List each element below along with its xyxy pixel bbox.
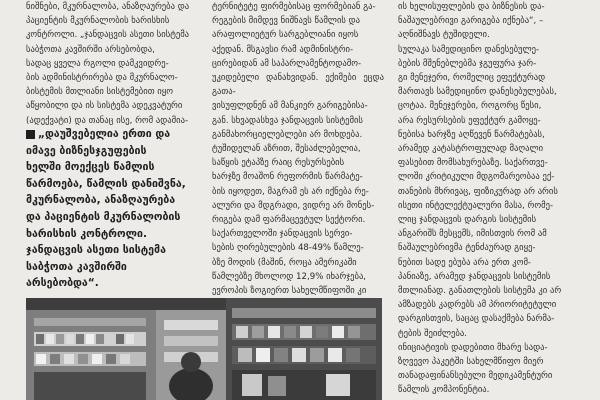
article-line: ნიშნები, მკურნალობა, ანაზღაურება და [26,2,190,12]
article-line: არამედ კატასტროფულად მაღალი [398,144,544,155]
article-line: ბების მშენებლებმა ჯგუფურა ჯარ- [398,58,537,69]
article-column-left [26,0,198,128]
pull-quote-line: ხარისხის კონტროლი. [26,227,147,240]
article-line: საწყის ეტაპზე რაიც რესურსების [212,158,345,169]
square-bullet-icon [26,130,35,139]
pull-quote-line: წარმოება, წამლის დანიშვნა, [26,177,186,190]
article-line: ლოში კრიტიკული მდგომარეობაა ექ- [398,172,555,183]
article-line: ამზადებს კადრებს ამ პრიორიტეტული [398,300,557,311]
article-line: განმახორციელებლები არ მოხდება. [212,129,363,140]
article-line: რეგების მიმდევ ნიშნავს წამლის და [212,16,361,27]
pull-quote-line: იმავე ბიზნესჯგუფების [26,144,147,157]
article-line: ლიც ჯანდაცვის დარგის სისტემის [398,215,537,226]
article-line: სადაც ყველა რგოლი დამკვიდრე- [26,58,169,69]
pull-quote [26,126,202,292]
article-line: არაფოლიეტურ სარგებლიანი იყოს [212,30,359,41]
article-line: თანების მხრივაც, ფიზიკურად არ არის [398,186,558,197]
article-line: ბზე მოდის (მაშინ, როცა ამერიკაში [212,257,357,268]
article-line: უკიდებელი დანახვიდან. ექიმები ეცდა გათა- [212,73,384,98]
article-line: პანიაზე, არამედ ჯანდაცვის სისტემის [398,271,551,282]
article-line: დარგისთვის, საცაც დასაქმება ნარმა- [398,314,555,325]
article-line: ზღვევო პაკეტში სახელმწიფო მიერ [398,357,544,368]
article-line: საბჭოთა კავშირში არსებობდა, [26,44,155,55]
article-line: ნებისა ხარჯზე აღწევენ წარმატებას, [398,129,545,140]
article-line: სების ღირებულების 48-49% წამლე- [212,243,364,254]
article-line: კონტროლი. „ჯანდაცვის ასეთი სისტემა [26,30,190,41]
article-column-right [398,0,574,398]
pull-quote-line: მკურნალობა, ანაზღაურება [26,194,176,207]
article-column-middle [212,0,384,312]
pull-quote-line: საბჭოთა კავშირში [26,260,127,273]
article-line: ტების შეიძლება. [398,328,467,339]
article-line: წამლებზე მხოლოდ 12,9% იხარჯება, [212,271,367,282]
pull-quote-line: და პაციენტის მკურნალობის [26,210,181,223]
pull-quote-line: „დაუშვებელია ერთი და [26,126,202,143]
article-line: ბისტემის მთლიანი სისტემებით იყო [26,87,173,98]
article-line: აღნიშნავს ტუშიდელი. [398,30,490,41]
article-line: ნაშაულებრივი გარიგება იქნება“, – [398,16,544,27]
article-line: ცირებიდან ამ საპარლამენტოდამო- [212,58,362,69]
article-line: (ადექვატი) და თანაც ისე, რომ ადამია- [26,115,189,126]
pull-quote-line: ჯანდაცვის ასეთი სისტემა [26,244,166,257]
article-line: ის ხელისუფლების და ბიზნესის და- [398,2,545,12]
pharmacy-photo [26,298,382,400]
article-line: ნაშაულებრივმა ტენძაურად გიყე- [398,243,536,254]
article-line: ხარჯზე მოაშონ რეფორმის წარმატე- [212,172,363,183]
article-line: პაციენტის მკურნალობის ხარისხის [26,16,170,27]
article-line: აწყობილი და ის სისტემა ადეკვატური [26,101,183,112]
article-line: საქართველოში ჯანდაცვის სერვი- [212,229,353,240]
article-line: ფასებით მომსახურებაზე. საქართვე- [398,158,548,169]
article-line: ცოტაა. მენეჯერები, როგორც წესი, [398,101,542,112]
article-line: ისეთი ინტელექტუალური მასა, რომე- [398,200,554,211]
article-line: წამლის კომპონენტია. [398,385,490,396]
article-line: მართავს სამედიცინო დანესებულებას, [398,87,557,98]
article-line: მთლიანად. განათლების სისტემა კი არ [398,286,562,297]
article-line: სულაკა სამედიცინო დანესებულე- [398,44,540,55]
article-line: ალური და მდგრადი, ვიდრე არ მონეს- [212,200,375,211]
article-line: ბის ადმინისტრირება და მკურნალო- [26,73,178,84]
article-line: ტუშიდელან აზრით, შესაძლებელია, [212,144,361,155]
pull-quote-line: ხელში მოექცეს წამლის [26,161,155,174]
article-line: ტერნიტეტე ფირმებისაც ფორმებიან გა- [212,2,376,12]
article-line: რიგება დამ ფარმაცევტულ სექტორი. [212,215,366,226]
article-line: არა რესურსების ეფექტურ გამოყე- [398,115,541,126]
article-line: აქედან. მსგავსი რამ ადმინისტრი- [212,44,354,55]
article-line: ევროპის ზოგიერთ სახელმწიფოში კი [212,286,367,297]
article-line: ანგარიშს მესცემს, იმისთვის რომ ამ [398,229,547,240]
article-line: გი მენეჯერი, რომელიც ეფექტურად [398,73,546,84]
article-line: თანადაფინანსებული მედიკამენტური [398,371,553,382]
article-line: ბის იყოდეთ, მაგრამ ეს არ იქნება რე- [212,186,369,197]
pull-quote-line: არსებობდა“. [26,277,99,290]
article-line: ვისუფლდნენ ამ მანკიერ გარიგებისა- [212,101,368,112]
article-line: გან. სხვადასხვა ჯანდაცვის სისტემის [212,115,363,126]
article-line: ნებით სადე ებუბა არა ერთ კომ- [398,257,532,268]
article-line: ინიციატივის დადებითი მხარე სადა- [398,342,548,353]
